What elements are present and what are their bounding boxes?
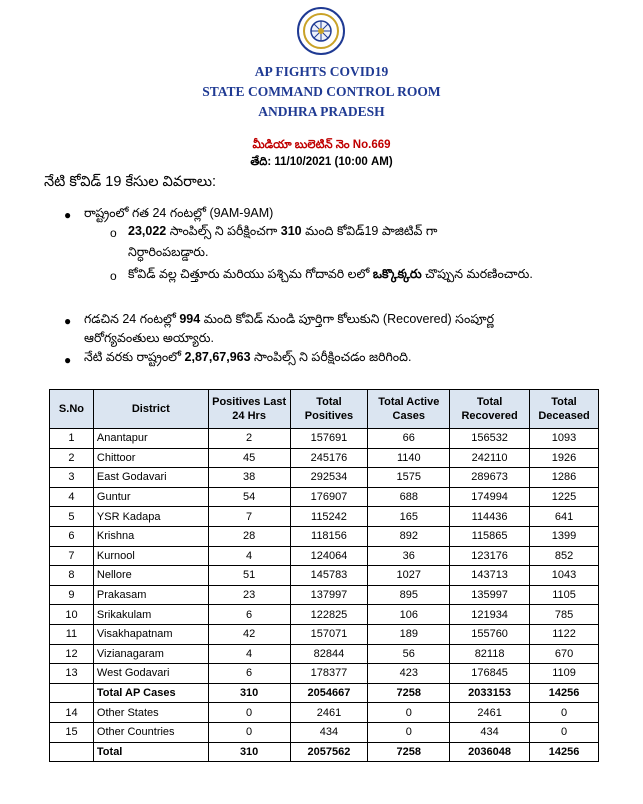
table-row: [50, 507, 599, 527]
cell-total-recovered: 115865: [450, 526, 530, 546]
cell-sno: 4: [50, 487, 94, 507]
cell-positives-24h: 4: [208, 546, 290, 566]
bullet-2-text: [84, 312, 494, 330]
recovered-count: 994: [179, 312, 201, 326]
cell-total-positives: 124064: [290, 546, 368, 566]
cell-positives-24h: 4: [208, 644, 290, 664]
cell-sno: 7: [50, 546, 94, 566]
table-row: [50, 683, 599, 703]
positive-count: 310: [280, 224, 302, 238]
cell-active-cases: 189: [368, 624, 450, 644]
cell-sno: 6: [50, 526, 94, 546]
cell-total-recovered: 2036048: [450, 742, 530, 762]
cell-sno: [50, 742, 94, 762]
cell-sno: 12: [50, 644, 94, 664]
cell-sno: 11: [50, 624, 94, 644]
cell-positives-24h: 0: [208, 722, 290, 742]
cell-total-deceased: 1926: [530, 448, 599, 468]
table-row: [50, 429, 599, 449]
table-row: [50, 722, 599, 742]
cell-sno: 13: [50, 664, 94, 684]
cell-positives-24h: 23: [208, 585, 290, 605]
table-row: [50, 546, 599, 566]
table-row: [50, 566, 599, 586]
cell-active-cases: 7258: [368, 742, 450, 762]
state-emblem-icon: [295, 6, 347, 56]
cell-total-recovered: 2033153: [450, 683, 530, 703]
cell-positives-24h: 42: [208, 624, 290, 644]
cell-total-recovered: 114436: [450, 507, 530, 527]
cell-total-recovered: 156532: [450, 429, 530, 449]
cell-total-positives: 82844: [290, 644, 368, 664]
cell-active-cases: 688: [368, 487, 450, 507]
cell-sno: 3: [50, 468, 94, 488]
cell-active-cases: 66: [368, 429, 450, 449]
cell-total-deceased: 14256: [530, 683, 599, 703]
cell-district: Chittoor: [93, 448, 208, 468]
cell-total-positives: 118156: [290, 526, 368, 546]
table-row: [50, 526, 599, 546]
table-row: [50, 644, 599, 664]
bullet-3-text-b: సాంపిల్స్ ని పరీక్షించడం జరిగింది.: [254, 350, 412, 364]
cell-total-positives: 434: [290, 722, 368, 742]
cell-active-cases: 106: [368, 605, 450, 625]
cell-total-recovered: 434: [450, 722, 530, 742]
cell-positives-24h: 6: [208, 664, 290, 684]
cell-total-deceased: 1043: [530, 566, 599, 586]
cell-active-cases: 1140: [368, 448, 450, 468]
cell-total-positives: 145783: [290, 566, 368, 586]
total-samples-count: 2,87,67,963: [184, 350, 251, 364]
cell-total-recovered: 289673: [450, 468, 530, 488]
cell-total-recovered: 242110: [450, 448, 530, 468]
bulletin-date: తేది: 11/10/2021 (10:00 AM): [250, 156, 393, 168]
cell-total-positives: 122825: [290, 605, 368, 625]
cell-district: Prakasam: [93, 585, 208, 605]
cell-positives-24h: 28: [208, 526, 290, 546]
cell-total-deceased: 852: [530, 546, 599, 566]
cell-active-cases: 1575: [368, 468, 450, 488]
cell-active-cases: 0: [368, 722, 450, 742]
cell-positives-24h: 310: [208, 742, 290, 762]
cell-district: Krishna: [93, 526, 208, 546]
header-line-3: ANDHRA PRADESH: [258, 104, 385, 119]
cell-district: Nellore: [93, 566, 208, 586]
sub-bullet-1-continued: నిర్ధారింపబడ్డారు.: [128, 245, 209, 259]
cell-active-cases: 56: [368, 644, 450, 664]
table-row: [50, 703, 599, 723]
sub-bullet-2: [128, 267, 533, 285]
cell-positives-24h: 0: [208, 703, 290, 723]
cell-active-cases: 0: [368, 703, 450, 723]
cell-positives-24h: 51: [208, 566, 290, 586]
cell-sno: 1: [50, 429, 94, 449]
cell-district: West Godavari: [93, 664, 208, 684]
cell-active-cases: 892: [368, 526, 450, 546]
cell-positives-24h: 310: [208, 683, 290, 703]
district-cases-table: [49, 389, 599, 762]
cell-total-deceased: 785: [530, 605, 599, 625]
cell-sno: 14: [50, 703, 94, 723]
bullet-3-text-a: నేటి వరకు రాష్ట్రంలో: [84, 350, 182, 364]
cell-active-cases: 895: [368, 585, 450, 605]
cell-positives-24h: 2: [208, 429, 290, 449]
cell-sno: 10: [50, 605, 94, 625]
sub-bullet-1-text-a: సాంపిల్స్ ని పరీక్షించగా: [169, 224, 278, 238]
cell-total-positives: 178377: [290, 664, 368, 684]
cell-sno: [50, 683, 94, 703]
header-line-2: STATE COMMAND CONTROL ROOM: [202, 84, 441, 99]
cell-total-recovered: 143713: [450, 566, 530, 586]
sub-bullet-2-bold: ఒక్కొక్కరు: [372, 267, 422, 281]
cell-district: Other States: [93, 703, 208, 723]
cell-total-deceased: 1122: [530, 624, 599, 644]
sub-bullet-1-text-b: మంది కోవిడ్19 పాజిటివ్ గా: [305, 224, 438, 238]
header-district: District: [93, 390, 208, 429]
cell-sno: 9: [50, 585, 94, 605]
header-total-recovered: Total Recovered: [450, 390, 530, 429]
table-row: [50, 468, 599, 488]
bullet-icon: ●: [64, 353, 72, 367]
table-row: [50, 742, 599, 762]
cell-total-deceased: 641: [530, 507, 599, 527]
cell-total-recovered: 135997: [450, 585, 530, 605]
table-row: [50, 585, 599, 605]
header-positives-24h: Positives Last 24 Hrs: [208, 390, 290, 429]
cell-active-cases: 165: [368, 507, 450, 527]
sub-bullet-2-text-a: కోవిడ్ వల్ల చిత్తూరు మరియు పశ్చిమ గోదావరి లలో: [128, 267, 370, 281]
cell-total-recovered: 155760: [450, 624, 530, 644]
cell-district: Total: [93, 742, 208, 762]
cell-active-cases: 1027: [368, 566, 450, 586]
cell-district: Anantapur: [93, 429, 208, 449]
cell-total-recovered: 2461: [450, 703, 530, 723]
cell-sno: 8: [50, 566, 94, 586]
header-total-deceased: Total Deceased: [530, 390, 599, 429]
cell-total-deceased: 1399: [530, 526, 599, 546]
cell-district: Visakhapatnam: [93, 624, 208, 644]
cell-total-positives: 115242: [290, 507, 368, 527]
cell-active-cases: 36: [368, 546, 450, 566]
bullet-2-text-a: గడచిన 24 గంటల్లో: [84, 312, 176, 326]
cell-sno: 15: [50, 722, 94, 742]
table-row: [50, 605, 599, 625]
cell-positives-24h: 7: [208, 507, 290, 527]
header-sno: S.No: [50, 390, 94, 429]
cell-total-deceased: 1105: [530, 585, 599, 605]
cell-district: Srikakulam: [93, 605, 208, 625]
cell-total-deceased: 670: [530, 644, 599, 664]
cell-district: Guntur: [93, 487, 208, 507]
cell-positives-24h: 38: [208, 468, 290, 488]
cell-total-positives: 137997: [290, 585, 368, 605]
header-line-1: AP FIGHTS COVID19: [254, 64, 389, 79]
cell-total-positives: 176907: [290, 487, 368, 507]
cell-sno: 5: [50, 507, 94, 527]
cell-total-recovered: 176845: [450, 664, 530, 684]
bullet-icon: ●: [64, 208, 72, 222]
table-header-row: [50, 390, 599, 429]
cell-total-deceased: 14256: [530, 742, 599, 762]
cell-sno: 2: [50, 448, 94, 468]
cell-positives-24h: 54: [208, 487, 290, 507]
cell-total-deceased: 1286: [530, 468, 599, 488]
cell-positives-24h: 6: [208, 605, 290, 625]
table-row: [50, 487, 599, 507]
cell-total-deceased: 0: [530, 722, 599, 742]
bullet-icon: ●: [64, 314, 72, 328]
cell-positives-24h: 45: [208, 448, 290, 468]
header-total-positives: Total Positives: [290, 390, 368, 429]
cell-active-cases: 7258: [368, 683, 450, 703]
cell-total-positives: 292534: [290, 468, 368, 488]
sub-bullet-2-text-b: చొప్పున మరణించారు.: [425, 267, 533, 281]
cell-total-positives: 157691: [290, 429, 368, 449]
sub-bullet-icon: o: [110, 226, 117, 240]
table-row: [50, 448, 599, 468]
cell-total-recovered: 123176: [450, 546, 530, 566]
bullet-2-continued: ఆరోగ్యవంతులు అయ్యారు.: [84, 331, 214, 345]
cell-total-positives: 2461: [290, 703, 368, 723]
media-bulletin-number: మీడియా బులెటిన్ నెం No.669: [252, 139, 391, 151]
cell-district: Vizianagaram: [93, 644, 208, 664]
cell-total-deceased: 1109: [530, 664, 599, 684]
samples-tested-count: 23,022: [128, 224, 167, 238]
bullet-2-text-b: మంది కోవిడ్ నుండి పూర్తిగా కోలుకుని (Recovered) సంపూర్ణ: [203, 312, 495, 326]
cell-district: Total AP Cases: [93, 683, 208, 703]
section-title: నేటి కోవిడ్ 19 కేసుల వివరాలు:: [44, 174, 217, 190]
cell-total-deceased: 1093: [530, 429, 599, 449]
sub-bullet-icon: o: [110, 269, 117, 283]
cell-total-recovered: 121934: [450, 605, 530, 625]
cell-district: YSR Kadapa: [93, 507, 208, 527]
cell-total-positives: 245176: [290, 448, 368, 468]
table-row: [50, 664, 599, 684]
cell-total-deceased: 0: [530, 703, 599, 723]
sub-bullet-1: [128, 224, 437, 242]
cell-total-recovered: 174994: [450, 487, 530, 507]
cell-total-positives: 2054667: [290, 683, 368, 703]
cell-district: Kurnool: [93, 546, 208, 566]
bullet-3-text: [84, 350, 411, 368]
bullet-1-text: రాష్ట్రంలో గత 24 గంటల్లో (9AM-9AM): [84, 206, 274, 220]
table-row: [50, 624, 599, 644]
cell-active-cases: 423: [368, 664, 450, 684]
cell-total-positives: 157071: [290, 624, 368, 644]
cell-district: Other Countries: [93, 722, 208, 742]
cell-total-deceased: 1225: [530, 487, 599, 507]
header-active-cases: Total Active Cases: [368, 390, 450, 429]
cell-district: East Godavari: [93, 468, 208, 488]
cell-total-recovered: 82118: [450, 644, 530, 664]
cell-total-positives: 2057562: [290, 742, 368, 762]
